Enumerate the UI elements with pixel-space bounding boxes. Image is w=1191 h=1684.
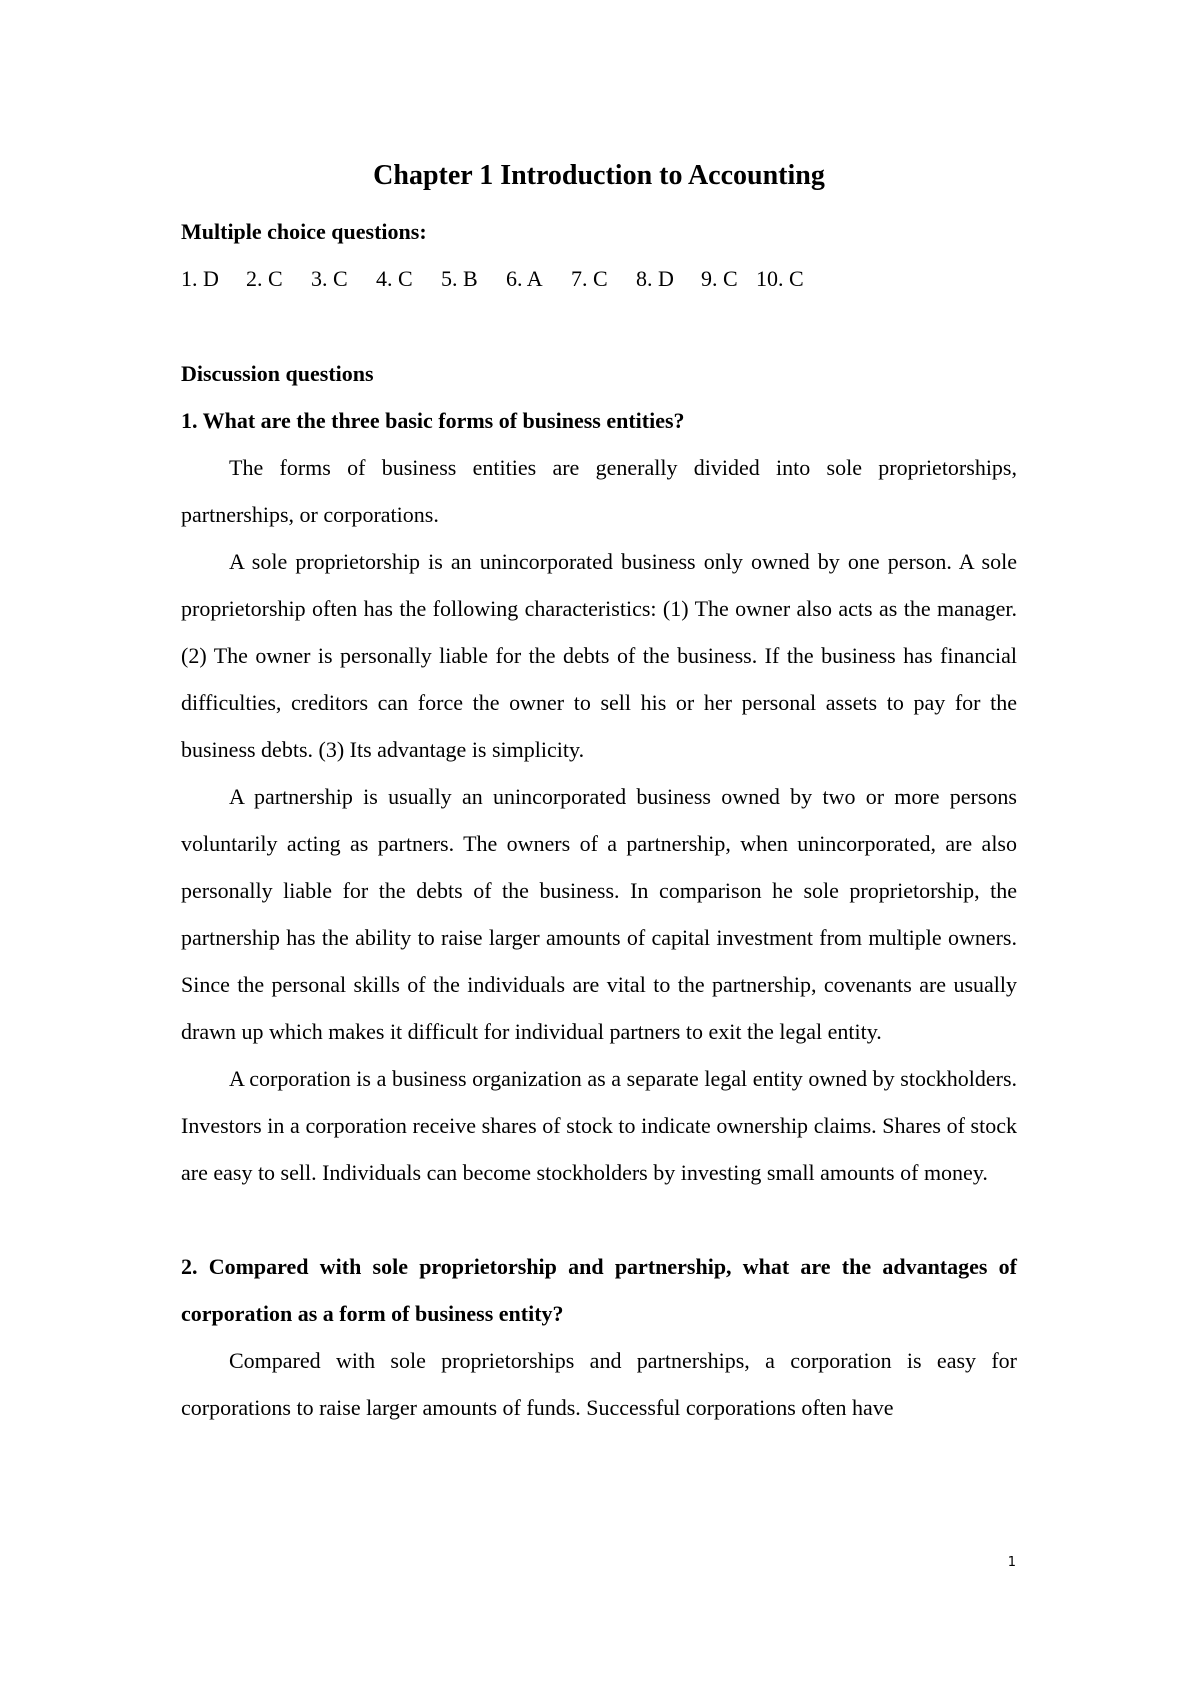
answer-2: 2. C: [246, 266, 283, 291]
section-spacer: [181, 1196, 1017, 1243]
q1-paragraph-3: A partnership is usually an unincorporated business owned by two or more persons voluntarily acting as partners. The owners of a partnership, when unincorporated, are also personally liable for the debts of the business. In comparison he sole proprietorship, the partnership has the ability to raise larger amounts of capital investment from multiple owners. Since the personal skills of the individuals are vital to the partnership, covenants are usually drawn up which makes it difficult for individual partners to exit the legal entity.: [181, 784, 1017, 1044]
answer-6: 6. A: [506, 266, 543, 291]
q1-paragraph-2: A sole proprietorship is an unincorporated business only owned by one person. A sole proprietorship often has the following characteristics: (1) The owner also acts as the manager. (2) The owner is personally liable for the debts of the business. If the business has financial difficulties, creditors can force the owner to sell his or her personal assets to pay for the business debts. (3) Its advantage is simplicity.: [181, 549, 1017, 762]
multiple-choice-heading: Multiple choice questions:: [181, 219, 427, 244]
answer-3: 3. C: [311, 266, 348, 291]
page-number: 1: [1007, 1555, 1016, 1570]
answer-1: 1. D: [181, 266, 219, 291]
answer-7: 7. C: [571, 266, 608, 291]
question-1: 1. What are the three basic forms of business entities?: [181, 408, 685, 433]
answer-9: 9. C: [701, 266, 738, 291]
multiple-choice-answers: [181, 255, 1017, 302]
q1-paragraph-4: A corporation is a business organization as a separate legal entity owned by stockholders. Investors in a corporation receive shares of stock to indicate ownership claims. Shares of stock are easy to sell. Individuals can become stockholders by investing small amounts of money.: [181, 1066, 1017, 1185]
question-2: 2. Compared with sole proprietorship and partnership, what are the advantages of corporation as a form of business entity?: [181, 1254, 1017, 1326]
answer-10: 10. C: [756, 266, 804, 291]
page-content: [181, 152, 1017, 1431]
answer-5: 5. B: [441, 266, 478, 291]
answer-4: 4. C: [376, 266, 413, 291]
q2-paragraph-1: Compared with sole proprietorships and partnerships, a corporation is easy for corporations to raise larger amounts of funds. Successful corporations often have: [181, 1348, 1017, 1420]
q1-paragraph-1: The forms of business entities are generally divided into sole proprietorships, partnerships, or corporations.: [181, 455, 1017, 527]
chapter-title: Chapter 1 Introduction to Accounting: [373, 160, 825, 191]
discussion-heading: Discussion questions: [181, 361, 374, 386]
answer-8: 8. D: [636, 266, 674, 291]
